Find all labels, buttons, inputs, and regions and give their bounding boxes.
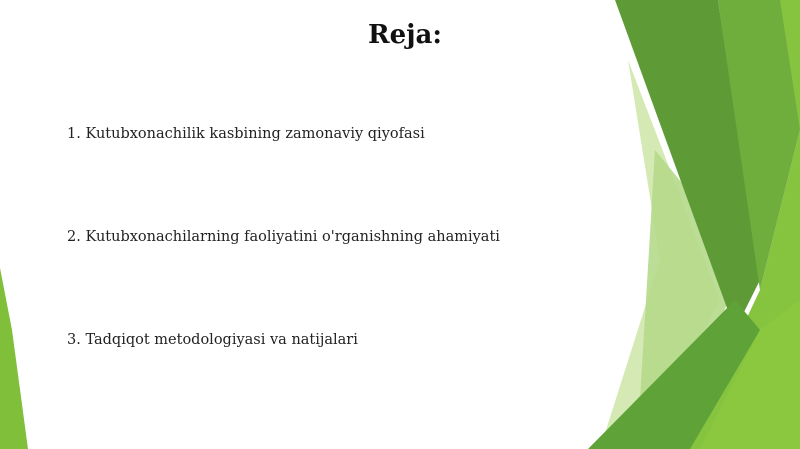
left-green-sliver [0,268,28,449]
plan-item-1: 1. Kutubxonachilik kasbining zamonaviy qiyofasi [67,126,425,142]
plan-item-3: 3. Tadqiqot metodologiyasi va natijalari [67,332,358,348]
plan-item-2: 2. Kutubxonachilarning faoliyatini o'rganishning ahamiyati [67,229,500,245]
slide-title: Reja: [367,20,442,50]
